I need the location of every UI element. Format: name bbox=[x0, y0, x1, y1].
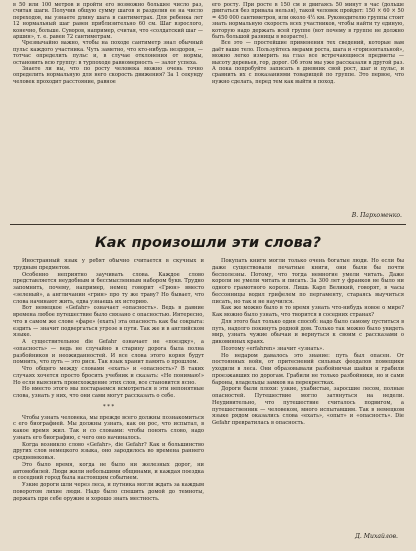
paragraph: Как же можно было в то время узнать что-нибудь новое о мире? Как можно было узнать, что творится в соседних странах? bbox=[212, 305, 404, 318]
paragraph: Знаете ли вы, что по росту человека можно очень точно определить нормальную для него скорость движения? За 1 секунду человек проходит расстояние, равное bbox=[13, 66, 203, 85]
section-separator: * * * bbox=[102, 403, 115, 410]
top-article-right-column bbox=[212, 2, 404, 152]
paragraph: Но недаром давалось это знание: путь был опасен. От постоянных войн, от притеснений сильных феодалов помещики уходили в леса. Они образовывали разбойничьи шайки и грабили проезжавших по дорогам. Грабили не только разбойники, но и сами бароны, владельцы замков на перекрестках. bbox=[212, 352, 404, 386]
article-signature: Д. Михайлов. bbox=[354, 533, 398, 540]
paragraph: Дороги были плохи: узкие, ухабистые, заросшие лесом, полные опасностей. Путешествие могло затянуться на недели. Неудивительно, что путешествие считалось подвигом, а путешественник — человеком, много испытавшим. Так в немецком языке рядом оказались слова «ехать», «опыт» и «опасность». Die Gefahr превратилась в опасность. bbox=[212, 386, 404, 426]
article-left-column bbox=[13, 258, 204, 548]
paragraph: Чтобы узнать человека, мы прежде всего должны познакомиться с его биографией. Мы должны узнать, как он рос, что испытал, в какое время жил. Так и со словами: чтобы понять слово, надо узнать его биографию, с чего оно начиналось. bbox=[13, 414, 204, 441]
top-article-signature: В. Пархоменко. bbox=[351, 212, 402, 219]
paragraph: Все это — простейшие применения тех сведений, которые вам даёт ваше тело. Пользуйтесь мерами роста, шага и «горизонтальной», можно легко измерить на глаз все встречающиеся предметы — высоту деревьев, гор, дорог. Об этом мы уже рассказали в другой раз. А пока попробуйте записать в дневник свой рост, шаг и пульс, и сравнить их с показаниями товарищей по группе. Это первое, что нужно сделать, перед тем как выйти в поход. bbox=[212, 40, 404, 85]
paragraph: Особенно неприятно заучивать слова. Каждое слово представляется неудобным и бессмысленным набором букв. Трудно запомнить, почему, например, немец говорит «Грюн» вместо «зеленый», а англичанин «грин» про ту же траву? Но бывает, что слова начинают жить, едва узнаешь их историю. bbox=[13, 271, 204, 305]
paragraph: его росту. При росте в 150 см и двигаясь 50 минут в час (дольше двигаться без привала нельзя), такой человек пройдет: 150 × 60 × 50 = 450 000 сантиметров, или около 4½ км. Руководителю группы стоит знать нормальную скорость всех участников, чтобы найти ту единую, которую надо держать всей группе (вот почему в группе не должно быть большой разницы в возрасте). bbox=[212, 2, 404, 41]
paragraph: в 50 или 100 метров и пройти его возможно большее число раз, считая шаги. Получив общую сумму шагов и разделив ее на число переходов, вы узнаете длину шага в сантиметрах. Для ребенка лет 12 нормальный шаг равен приблизительно 60 см. Шаг взрослого, конечно, больше. Суворов, например, считая, что «солдатский шаг — аршин», т. е. равен 72 сантиметрам. bbox=[13, 2, 203, 41]
paragraph: Но вместо этого мы постараемся всмотреться в эти непонятные слова, узнать у них, что они сами могут рассказать о себе. bbox=[13, 386, 204, 399]
top-article-left-column bbox=[13, 2, 203, 214]
article-title: Как произошли эти слова? bbox=[94, 235, 322, 251]
paragraph: Что общего между словами «ехать» и «опасность»? В таких случаях хочется просто бросить учебник и сказать: «Не понимаю!» Но если выяснить происхождение этих слов, все становится ясно. bbox=[13, 366, 204, 386]
section-divider bbox=[10, 224, 406, 225]
paragraph: Когда возникло слово «Gefahr», die Gefahr? Как и большинство других слов немецкого языка, оно зародилось во времена раннего средневековья. bbox=[13, 441, 204, 461]
paragraph: Вот немецкое «Gefahr» означает «опасность». Ведь в давние времена любое путешествие было связано с опасностью. Интересно, что в самом же слове «фаре» (ехать) эта опасность как бы сокрыта: ездить — значит подвергаться угрозе в пути. Так же и в английском языке. bbox=[13, 305, 204, 339]
paragraph: Иностранный язык у ребят обычно считается в скучных и трудным предметом. bbox=[13, 258, 204, 271]
paragraph: Для этого был только один способ: надо было самому пуститься в путь, надолго покинуть родной дом. Только так можно было увидеть мир, узнать чужие обычаи и вернуться к своим с рассказами о диковинных краях. bbox=[212, 318, 404, 345]
paragraph: Чрезвычайно важно, чтобы на походе сантиметр знал обычный пульс каждого участника. Чуть заметно, что кто-нибудь нездоров, — тотчас определить пульс и, в случае отклонения от нормы, остановить всю группу: в турпоходе равномерность — залог успеха. bbox=[13, 40, 203, 66]
paragraph: Узкие дороги шли через леса, и путника могли ждать за каждым поворотом лихие люди. Надо было спешить домой до темноты, держать при себе оружие и хорошо знать местность. bbox=[13, 482, 204, 502]
article-right-column bbox=[212, 258, 404, 526]
paragraph: Это было время, когда не было ни железных дорог, ни автомобилей. Люди жили небольшими общинами, и каждая поездка в соседний город была настоящим событием. bbox=[13, 461, 204, 482]
paragraph: Покупать книги могли только очень богатые люди. Но если бы даже существовали печатные книги, они были бы почти бесполезны. Потому, что тогда немногие умели читать. Даже короли не умели читать и писать. За 300 лет у франков не было ни одного грамотного короля. Лишь Карл Великий, говорят, в часы бессонницы водил грифелем по пергаменту, стараясь выучиться писать, но так и не научился. bbox=[212, 258, 404, 305]
paragraph: Поэтому «erfahren» значит «узнать». bbox=[221, 345, 324, 352]
paragraph: А существительное die Gefahr означает не «поездку», а «опасность» — ведь не случайно в старину дорога была полна разбойников и неожиданностей. И все слова этого корня будут помнить, что путь — это риск. Так язык хранит память о прошлом. bbox=[13, 339, 204, 366]
